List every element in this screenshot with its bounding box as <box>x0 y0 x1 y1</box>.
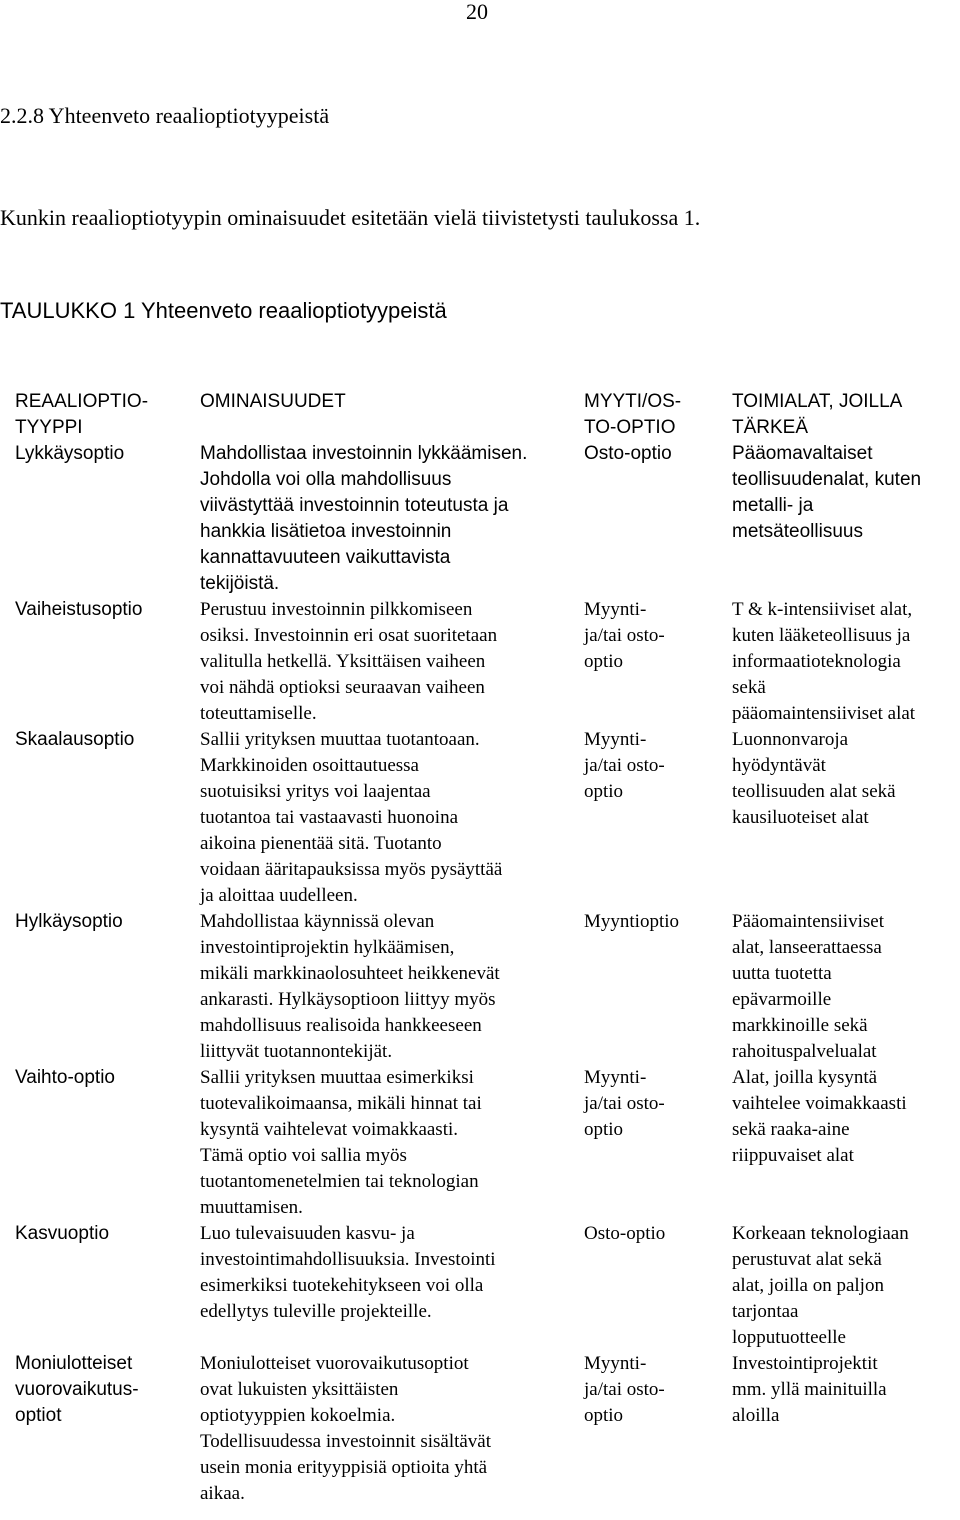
industries-cell: Pääomavaltaiset teollisuudenalat, kuten metalli- ja metsäteollisuus <box>732 443 922 542</box>
features-lead: Mahdollistaa investoinnin lykkäämisen. <box>200 443 528 464</box>
table-row <box>7 1065 959 1221</box>
industries-cell: Korkeaan teknologiaan perustuvat alat sekä alat, joilla on paljon tarjontaa lopputuotteelle <box>732 1223 909 1348</box>
table-header-row <box>7 389 959 441</box>
option-type-cell: Vaiheistusoptio <box>15 599 143 620</box>
table-row <box>7 909 959 1065</box>
option-kind-cell: Myynti- ja/tai osto- optio <box>584 599 665 672</box>
page-number: 20 <box>466 0 488 24</box>
intro-paragraph: Kunkin reaalioptiotyypin ominaisuudet esitetään vielä tiivistetysti taulukossa 1. <box>0 205 701 230</box>
features-cell: Sallii yrityksen muuttaa tuotantoaan. Markkinoiden osoittautuessa suotuisiksi yritys voi laajentaa tuotantoa tai vastaavasti huonoina aikoina pienentää sitä. Tuotanto voidaan ääritapauksissa myös pysäyttää ja aloittaa uudelleen. <box>200 729 503 906</box>
option-type-cell: Moniulotteiset vuorovaikutus- optiot <box>15 1353 139 1426</box>
features-cell: Mahdollistaa käynnissä olevan investointiprojektin hylkäämisen, mikäli markkinaolosuhteet heikkenevät ankarasti. Hylkäysoptioon liittyy myös mahdollisuus realisoida hankkeeseen liittyvät tuotannontekijät. <box>200 911 500 1062</box>
summary-table <box>7 389 959 1507</box>
features-cell: Mahdollistaa investoinnin lykkäämisen. Johdolla voi olla mahdollisuus viivästyttää investoinnin toteutusta ja hankkia lisätietoa investoinnin kannattavuuteen vaikuttavista tekijöistä. <box>190 441 576 597</box>
table-row <box>7 727 959 909</box>
header-features: OMINAISUUDET <box>200 391 346 412</box>
option-kind-cell: Osto-optio <box>584 1223 666 1244</box>
option-kind-cell: Osto-optio <box>584 443 672 464</box>
header-industries: TOIMIALAT, JOILLA TÄRKEÄ <box>732 391 903 438</box>
table-row <box>7 597 959 727</box>
option-kind-cell: Myynti- ja/tai osto- optio <box>584 1067 665 1140</box>
industries-cell: Investointiprojektit mm. yllä mainituilla aloilla <box>732 1353 887 1426</box>
table-row <box>7 441 959 597</box>
option-type-cell: Kasvuoptio <box>15 1223 110 1244</box>
table-row <box>7 1351 959 1507</box>
header-kind: MYYTI/OS- TO-OPTIO <box>584 391 682 438</box>
option-type-cell: Skaalausoptio <box>15 729 135 750</box>
option-type-cell: Vaihto-optio <box>15 1067 115 1088</box>
option-kind-cell: Myyntioptio <box>584 911 680 932</box>
features-cell: Moniulotteiset vuorovaikutusoptiot ovat lukuisten yksittäisten optiotyyppien kokoelmia. Todellisuudessa investoinnit sisältävät usein monia erityyppisiä optioita yhtä aikaa. <box>200 1353 492 1504</box>
industries-cell: Pääomaintensiiviset alat, lanseerattaessa uutta tuotetta epävarmoille markkinoille sekä rahoituspalvelualat <box>732 911 884 1062</box>
industries-cell: Luonnonvaroja hyödyntävät teollisuuden alat sekä kausiluoteiset alat <box>732 729 896 828</box>
features-cell: Luo tulevaisuuden kasvu- ja investointimahdollisuuksia. Investointi esimerkiksi tuotekehitykseen voi olla edellytys tuleville projekteille. <box>200 1223 496 1322</box>
table-row <box>7 1221 959 1351</box>
section-heading: 2.2.8 Yhteenveto reaalioptiotyypeistä <box>0 103 330 128</box>
option-kind-cell: Myynti- ja/tai osto- optio <box>584 729 665 802</box>
industries-cell: Alat, joilla kysyntä vaihtelee voimakkaasti sekä raaka-aine riippuvaiset alat <box>732 1067 907 1166</box>
industries-cell: T & k-intensiiviset alat, kuten lääketeollisuus ja informaatioteknologia sekä pääomaintensiiviset alat <box>732 599 916 724</box>
features-cell: Sallii yrityksen muuttaa esimerkiksi tuotevalikoimaansa, mikäli hinnat tai kysyntä vaihtelevat voimakkaasti. Tämä optio voi sallia myös tuotantomenetelmien tai teknologian muuttamisen. <box>200 1067 482 1218</box>
option-type-cell: Hylkäysoptio <box>15 911 123 932</box>
table-caption: TAULUKKO 1 Yhteenveto reaalioptiotyypeistä <box>0 298 447 323</box>
features-cell: Perustuu investoinnin pilkkomiseen osiksi. Investoinnin eri osat suoritetaan valitulla hetkellä. Yksittäisen vaiheen voi nähdä optioksi seuraavan vaiheen toteuttamiselle. <box>200 599 498 724</box>
option-type-cell: Lykkäysoptio <box>15 443 125 464</box>
header-type: REAALIOPTIO- TYYPPI <box>15 391 149 438</box>
option-kind-cell: Myynti- ja/tai osto- optio <box>584 1353 665 1426</box>
